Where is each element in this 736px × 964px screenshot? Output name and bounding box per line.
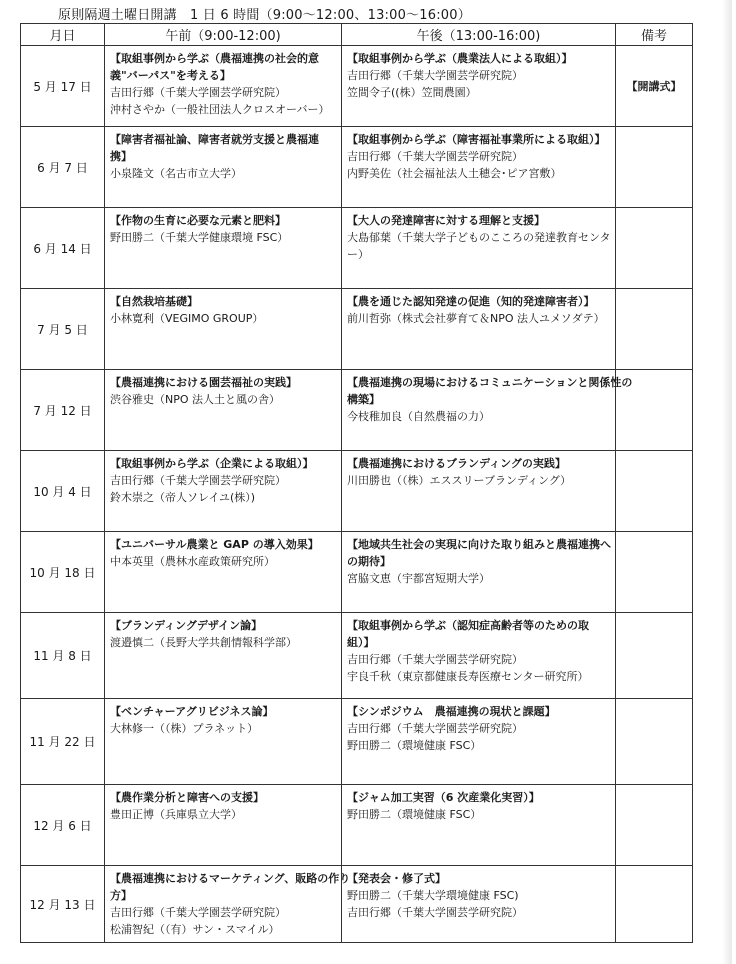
session-title: 【地域共生社会の実現に向けた取り組みと農福連携へ — [347, 538, 611, 551]
header-afternoon: 午後（13:00-16:00) — [342, 24, 616, 46]
afternoon-cell — [342, 613, 616, 699]
morning-cell — [105, 451, 342, 532]
lecturer-line: 中本英里（農林水産政策研究所） — [110, 555, 275, 568]
morning-cell — [105, 289, 342, 370]
lecturer-line: 野田勝二（千葉大学環境健康 FSC) — [347, 889, 519, 902]
date-cell: 10 月 4 日 — [21, 451, 105, 532]
notes-cell — [616, 866, 693, 943]
header-morning: 午前（9:00-12:00) — [105, 24, 342, 46]
session-title: 【発表会・修了式】 — [347, 872, 446, 885]
morning-cell — [105, 785, 342, 866]
date-cell: 7 月 12 日 — [21, 370, 105, 451]
date-cell: 5 月 17 日 — [21, 46, 105, 127]
lecturer-line: 豊田正博（兵庫県立大学） — [110, 808, 242, 821]
lecturer-line: 吉田行郷（千葉大学園芸学研究院） — [347, 69, 523, 82]
session-title: 【農作業分析と障害への支援】 — [110, 791, 264, 804]
table-row — [21, 785, 693, 866]
session-title: 【障害者福祉論、障害者就労支援と農福連 — [110, 133, 319, 146]
table-row — [21, 451, 693, 532]
header-row — [21, 24, 693, 46]
afternoon-cell — [342, 289, 616, 370]
session-title: 【大人の発達障害に対する理解と支援】 — [347, 214, 545, 227]
morning-cell — [105, 699, 342, 785]
afternoon-cell — [342, 785, 616, 866]
morning-cell — [105, 370, 342, 451]
session-title: 義"バーパス"を考える】 — [110, 69, 231, 82]
afternoon-cell — [342, 866, 616, 943]
morning-cell — [105, 532, 342, 613]
date-cell: 10 月 18 日 — [21, 532, 105, 613]
lecturer-line: 宮脇文恵（宇都宮短期大学） — [347, 572, 490, 585]
lecturer-line: 小林寛利（VEGIMO GROUP） — [110, 312, 264, 325]
session-title: 携】 — [110, 150, 132, 163]
session-title: 【ベンチャーアグリビジネス論】 — [110, 705, 274, 718]
date-cell: 6 月 14 日 — [21, 208, 105, 289]
session-title: 【農福連携の現場におけるコミュニケーションと関係性の — [347, 376, 633, 389]
afternoon-cell — [342, 208, 616, 289]
header-notes: 備考 — [616, 24, 693, 46]
lecturer-line: 大林修一（（株）プラネット） — [110, 722, 259, 735]
session-title: 【農福連携におけるマーケティング、販路の作り — [110, 872, 351, 885]
date-cell: 12 月 13 日 — [21, 866, 105, 943]
session-title: 【取組事例から学ぶ（障害福祉事業所による取組）】 — [347, 133, 606, 146]
notes-cell — [616, 785, 693, 866]
lecturer-line: ー） — [347, 248, 369, 261]
lecturer-line: 野田勝二（千葉大学健康環境 FSC） — [110, 231, 289, 244]
lecturer-line: 宇良千秋（東京都健康長寿医療センター研究所） — [347, 670, 589, 683]
schedule-caption: 原則隔週土曜日開講 1 日 6 時間（9:00～12:00、13:00～16:00） — [58, 8, 471, 23]
notes-cell: 【開講式】 — [616, 46, 693, 127]
afternoon-cell — [342, 370, 633, 451]
session-title: 組）】 — [347, 636, 375, 649]
page-edge-shadow — [722, 0, 732, 964]
table-row — [21, 127, 693, 208]
session-title: 【取組事例から学ぶ（認知症高齢者等のための取 — [347, 619, 589, 632]
afternoon-cell — [342, 451, 616, 532]
notes-cell — [616, 127, 693, 208]
schedule-body — [21, 46, 693, 943]
notes-cell — [616, 208, 693, 289]
notes-cell — [616, 451, 693, 532]
date-cell: 11 月 22 日 — [21, 699, 105, 785]
morning-cell — [105, 866, 351, 943]
date-cell: 6 月 7 日 — [21, 127, 105, 208]
session-title: 【取組事例から学ぶ（農業法人による取組）】 — [347, 52, 573, 65]
session-title: 【農福連携におけるブランディングの実践】 — [347, 457, 566, 470]
afternoon-cell — [342, 699, 616, 785]
table-row — [21, 46, 693, 127]
lecturer-line: 渋谷雅史（NPO 法人土と風の舎） — [110, 393, 281, 406]
morning-cell — [105, 613, 342, 699]
lecturer-line: 笠間令子((株）笠間農園） — [347, 86, 477, 99]
lecturer-line: 吉田行郷（千葉大学園芸学研究院） — [347, 653, 523, 666]
lecturer-line: 松浦智紀（（有）サン・スマイル） — [110, 923, 280, 936]
session-title: 【ブランディングデザイン論】 — [110, 619, 263, 632]
session-title: 方】 — [110, 889, 132, 902]
lecturer-line: 吉田行郷（千葉大学園芸学研究院） — [110, 906, 286, 919]
lecturer-line: 吉田行郷（千葉大学園芸学研究院） — [347, 150, 523, 163]
notes-cell — [616, 613, 693, 699]
table-row — [21, 699, 693, 785]
date-cell: 11 月 8 日 — [21, 613, 105, 699]
session-title: 【作物の生育に必要な元素と肥料】 — [110, 214, 286, 227]
lecturer-line: 沖村さやか（一般社団法人クロスオーバー） — [110, 103, 330, 116]
session-title: 【ジャム加工実習（6 次産業化実習）】 — [347, 791, 540, 804]
date-cell: 7 月 5 日 — [21, 289, 105, 370]
session-title: 【ユニバーサル農業と GAP の導入効果】 — [110, 538, 319, 551]
table-row — [21, 613, 693, 699]
header-date: 月日 — [21, 24, 105, 46]
afternoon-cell — [342, 532, 616, 613]
lecturer-line: 吉田行郷（千葉大学園芸学研究院） — [347, 906, 523, 919]
afternoon-cell — [342, 127, 616, 208]
lecturer-line: 小泉隆文（名古市立大学） — [110, 167, 242, 180]
table-row — [21, 289, 693, 370]
lecturer-line: 野田勝二（環境健康 FSC） — [347, 739, 482, 752]
lecturer-line: 吉田行郷（千葉大学園芸学研究院） — [110, 86, 286, 99]
lecturer-line: 大島郁葉（千葉大学子どものこころの発達教育センタ — [347, 231, 611, 244]
session-title: 【農福連携における園芸福祉の実践】 — [110, 376, 297, 389]
lecturer-line: 今枝稚加良（自然農福の力） — [347, 410, 490, 423]
morning-cell — [105, 208, 342, 289]
lecturer-line: 鈴木崇之（帝人ソレイユ(株）) — [110, 491, 256, 504]
lecturer-line: 渡邉慎二（長野大学共創情報科学部） — [110, 636, 297, 649]
table-row — [21, 866, 693, 943]
session-title: 【農を通じた認知発達の促進（知的発達障害者）】 — [347, 295, 595, 308]
session-title: 【シンポジウム 農福連携の現状と課題】 — [347, 705, 556, 718]
session-title: の期待】 — [347, 555, 391, 568]
lecturer-line: 前川哲弥（株式会社夢育て＆NPO 法人ユメソダテ） — [347, 312, 605, 325]
session-title: 【自然栽培基礎】 — [110, 295, 198, 308]
session-title: 構築】 — [347, 393, 380, 406]
table-row — [21, 532, 693, 613]
lecturer-line: 吉田行郷（千葉大学園芸学研究院） — [110, 474, 286, 487]
afternoon-cell — [342, 46, 616, 127]
morning-cell — [105, 46, 342, 127]
lecturer-line: 川田勝也（（株）エススリーブランディング） — [347, 474, 572, 487]
date-cell: 12 月 6 日 — [21, 785, 105, 866]
session-title: 【取組事例から学ぶ（農福連携の社会的意 — [110, 52, 319, 65]
lecturer-line: 内野美佐（社会福祉法人土穂会･ピア宮敷） — [347, 167, 562, 180]
lecturer-line: 吉田行郷（千葉大学園芸学研究院） — [347, 722, 523, 735]
notes-cell — [616, 532, 693, 613]
table-row — [21, 370, 693, 451]
notes-cell — [616, 289, 693, 370]
table-row — [21, 208, 693, 289]
lecturer-line: 野田勝二（環境健康 FSC） — [347, 808, 482, 821]
schedule-table — [20, 23, 693, 943]
morning-cell — [105, 127, 342, 208]
session-title: 【取組事例から学ぶ（企業による取組）】 — [110, 457, 314, 470]
notes-cell — [616, 699, 693, 785]
